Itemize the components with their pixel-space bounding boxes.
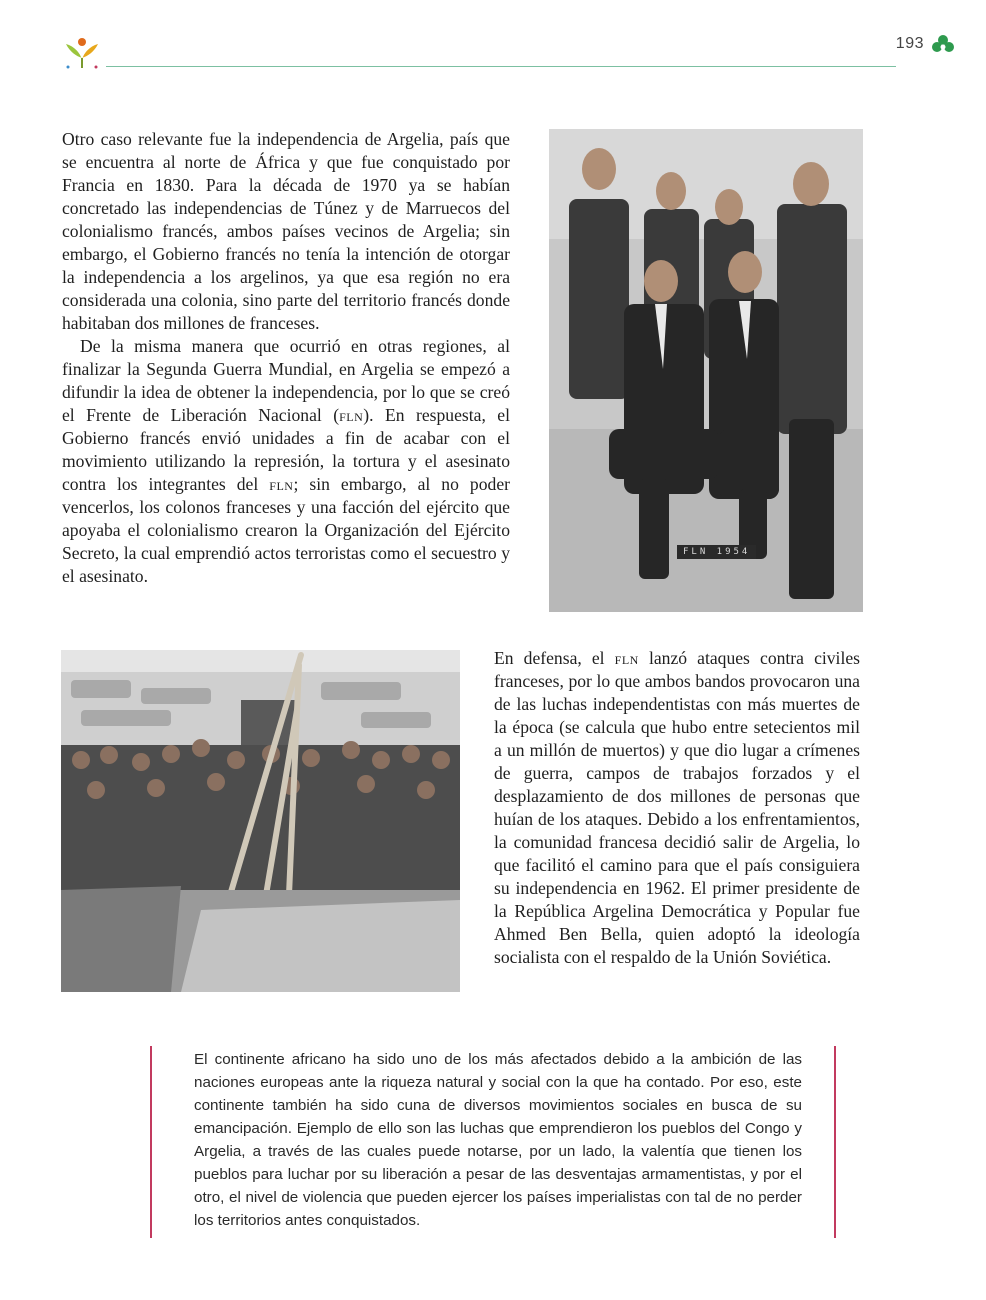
soldiers-photo <box>61 650 460 992</box>
header-rule <box>106 66 896 67</box>
fln-abbreviation: fln <box>269 474 294 494</box>
page-number: 193 <box>895 35 924 52</box>
fln-abbreviation: fln <box>339 405 364 425</box>
callout-bar-right <box>834 1046 836 1238</box>
photo-caption-fln-1954: FLN 1954 <box>677 545 756 559</box>
paragraph-algeria-intro: Otro caso relevante fue la independencia de Argelia, país que se encuentra al norte de África y que fue conquistado por Francia en 1830. Para la década de 1970 ya se habían concretado las independencias de Túnez y de Marruecos del colonialismo francés, ambos países vecinos de Argelia; sin embargo, el Gobierno francés no tenía la intención de otorgar la independencia a los argelinos, ya que esa región no era considerada una colonia, sino parte del territorio francés donde habitaban dos millones de franceses. <box>62 129 510 333</box>
sep-logo-icon <box>60 32 104 72</box>
callout-text: El continente africano ha sido uno de los más afectados debido a la ambición de las naciones europeas ante la riqueza natural y social con la que ha contado. Por eso, este continente también ha sido cuna de diversos movimientos sociales en busca de su emancipación. Ejemplo de ello son las luchas que emprendieron los pueblos del Congo y Argelia, a través de las cuales puede notarse, por un lado, la valentía que tienen los pueblos para luchar por su liberación a pesar de las desventajas armamentistas, y por el otro, el nivel de violencia que pueden ejercer los países imperialistas con tal de no perder los territorios antes conquistados. <box>194 1051 802 1229</box>
clover-icon <box>930 34 956 56</box>
reflection-callout <box>150 1046 836 1238</box>
paragraph-fln-creation: De la misma manera que ocurrió en otras regiones, al finalizar la Segunda Guerra Mundial, en Argelia se empezó a difundir la idea de obtener la independencia, por lo que se creó el Frente de Liberación Nacional (fln). En respuesta, el Gobierno francés envió unidades a fin de acabar con el movimiento utilizando la represión, la tortura y el asesinato contra los integrantes del fln; sin embargo, al no poder vencerlos, los colonos franceses y una facción del ejército que apoyaba el colonialismo crearon la Organización del Ejército Secreto, la cual emprendió actos terroristas como el secuestro y el asesinato. <box>62 336 510 586</box>
paragraph-independence-1962: En defensa, el fln lanzó ataques contra civiles franceses, por lo que ambos bandos provocaron una de las luchas independentistas con más muertes de la época (se calcula que hubo entre setecientos mil a un millón de muertos) y que dio lugar a crímenes de guerra, campos de trabajos forzados y el desplazamiento de dos millones de personas que huían de los ataques. Debido a los enfrentamientos, la comunidad francesa decidió salir de Argelia, lo que facilitó el camino para que el país consiguiera su independencia en 1962. El primer presidente de la República Argelina Democrática y Popular fue Ahmed Ben Bella, quien adoptó la ideología socialista con el respaldo de la Unión Soviética. <box>494 648 860 967</box>
fln-group-photo <box>549 129 863 612</box>
callout-bar-left <box>150 1046 152 1238</box>
fln-abbreviation: fln <box>614 648 639 668</box>
